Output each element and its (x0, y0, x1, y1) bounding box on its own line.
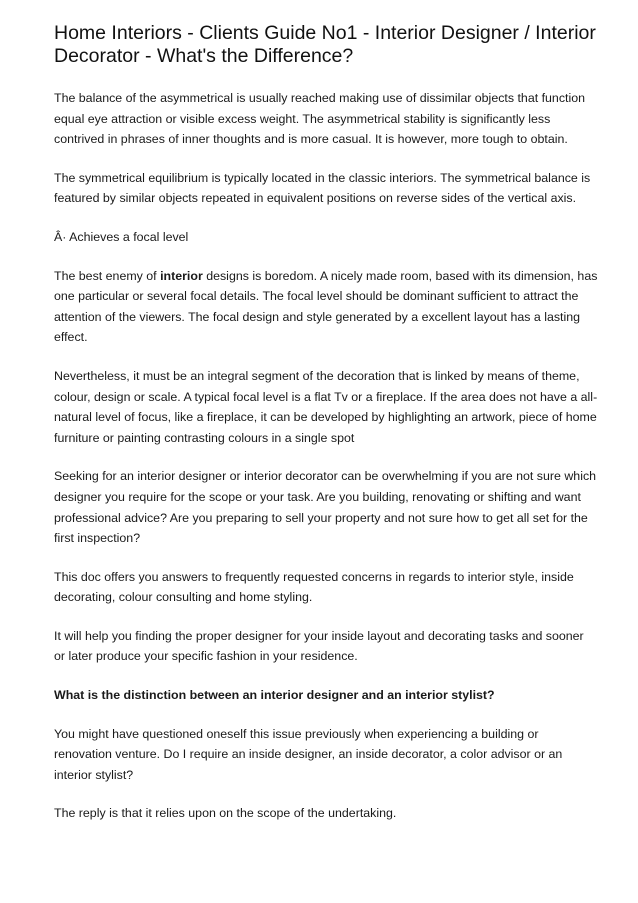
paragraph-asymmetrical-balance: The balance of the asymmetrical is usually reached making use of dissimilar objects that function equal eye attraction or visible excess weight. The asymmetrical stability is significantly less contrived in phrases of inner thoughts and is more casual. It is however, more tough to obtain. (54, 91, 585, 147)
paragraph-focal-point-bullet: Â· Achieves a focal level (54, 229, 189, 244)
paragraph-focal-point (54, 266, 598, 348)
paragraph-questioned: You might have questioned oneself this issue previously when experiencing a building or renovation venture. Do I require an inside designer, an inside decorator, a color advisor or an interior stylist? (54, 726, 563, 782)
paragraph-symmetrical-balance: The symmetrical equilibrium is typically located in the classic interiors. The symmetrical balance is featured by similar objects repeated in equivalent positions on reverse sides of the vertical axis. (54, 170, 591, 206)
paragraph-it-will-help: It will help you finding the proper designer for your inside layout and decorating tasks and sooner or later produce your specific fashion in your residence. (54, 628, 584, 664)
paragraph-text: designs is boredom. A nicely made room, based with its dimension, has one particular or several focal details. The focal level should be dominant sufficient to attract the attention of the viewers. The focal design and style generated by a excellent layout has a lasting effect. (54, 268, 598, 345)
document-title: Home Interiors - Clients Guide No1 - Interior Designer / Interior Decorator - What's the Difference? (54, 22, 596, 67)
section-heading: What is the distinction between an interior designer and an interior stylist? (54, 688, 495, 703)
paragraph-doc-offers: This doc offers you answers to frequently requested concerns in regards to interior style, inside decorating, colour consulting and home styling. (54, 569, 574, 605)
paragraph-seeking-designer: Seeking for an interior designer or interior decorator can be overwhelming if you are not sure which designer you require for the scope or your task. Are you building, renovating or shifting and want professional advice? Are you preparing to sell your property and not sure how to get all set for the first inspection? (54, 469, 597, 546)
paragraph-text: The best enemy of (54, 268, 161, 283)
paragraph-reply: The reply is that it relies upon on the scope of the undertaking. (54, 806, 397, 821)
paragraph-decoration: Nevertheless, it must be an integral segment of the decoration that is linked by means of theme, colour, design or scale. A typical focal level is a flat Tv or a fireplace. If the area does not have a all-natural level of focus, like a fireplace, it can be developed by highlighting an artwork, piece of home furniture or painting contrasting colours in a single spot (54, 368, 598, 445)
bold-keyword: interior (160, 268, 203, 283)
